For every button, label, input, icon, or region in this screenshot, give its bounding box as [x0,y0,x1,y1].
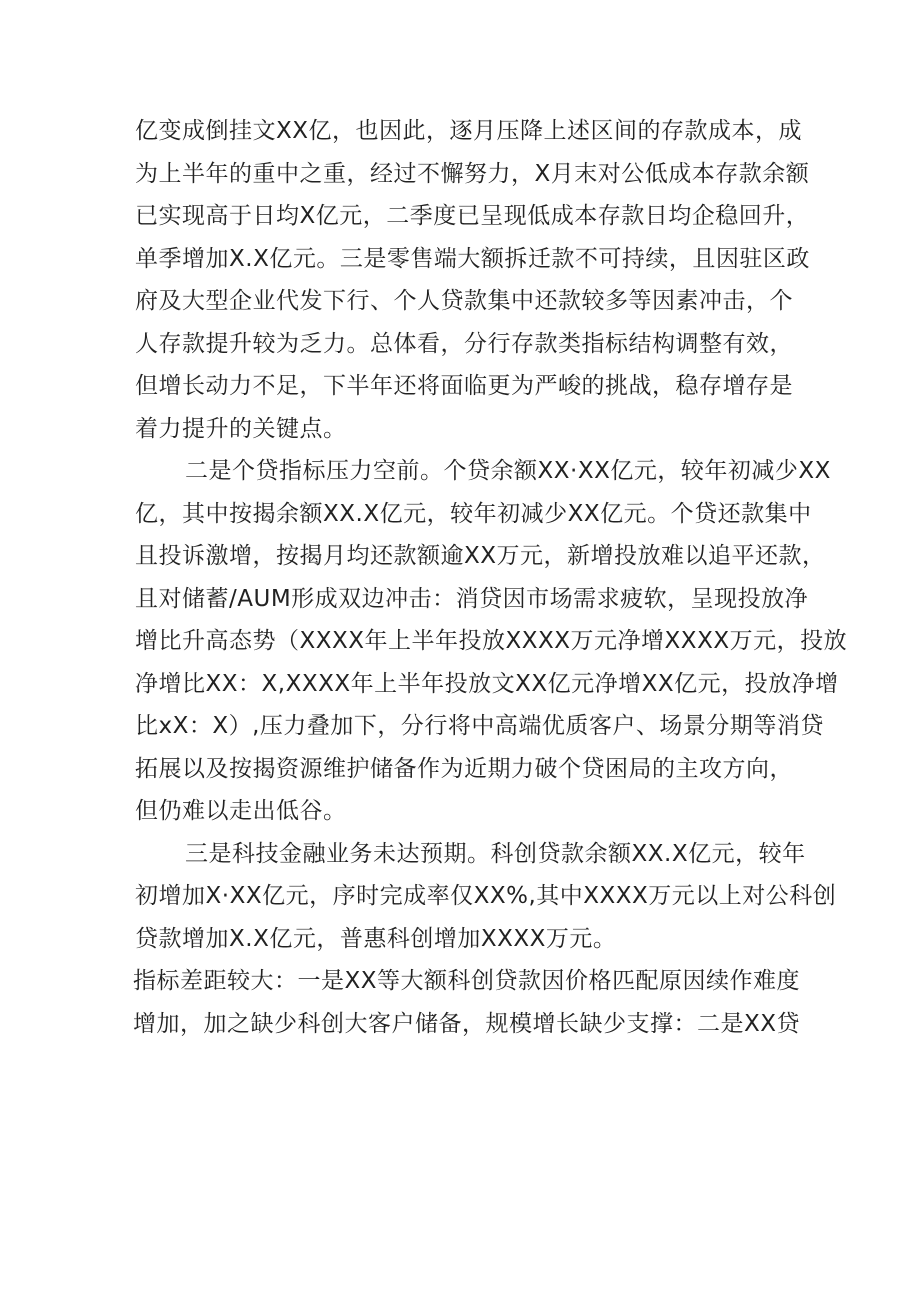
text-line: 且对储蓄/AUM形成双边冲击：消贷因市场需求疲软，呈现投放净 [135,585,809,612]
text-line: 净增比XX：X,XXXX年上半年投放文XX亿元净增XX亿元，投放净增 [135,670,839,697]
document-body [133,110,848,1045]
text-line: 着力提升的关键点。 [135,415,347,442]
text-line: 二是个贷指标压力空前。个贷余额XX·XX亿元，较年初减少XX [185,458,831,484]
text-line: 府及大型企业代发下行、个人贷款集中还款较多等因素冲击，个 [135,288,793,314]
text-line: 初增加X·XX亿元，序时完成率仅XX%,其中XXXX万元以上对公科创 [135,883,837,909]
text-line: 亿，其中按揭余额XX.X亿元，较年初减少XX亿元。个贷还款集中 [135,500,812,527]
text-line: 且投诉激增，按揭月均还款额逾XX万元，新增投放难以追平还款， [135,543,826,569]
text-line: 人存款提升较为乏力。总体看，分行存款类指标结构调整有效， [135,330,793,357]
text-line: 增比升高态势（XXXX年上半年投放XXXX万元净增XXXX万元，投放 [135,628,848,654]
text-line: 已实现高于日均X亿元，二季度已呈现低成本存款日均企稳回升， [135,203,810,229]
text-line: 拓展以及按揭资源维护储备作为近期力破个贷困局的主攻方向， [135,755,793,782]
paragraph-deposit-summary [135,110,810,450]
text-line: 但增长动力不足，下半年还将面临更为严峻的挑战，稳存增存是 [135,373,793,399]
text-line: 亿变成倒挂文XX亿，也因此，逐月压降上述区间的存款成本，成 [135,118,803,144]
paragraph-tech-finance [135,833,837,961]
paragraph-personal-loans [135,450,848,833]
text-line: 增加，加之缺少科创大客户储备，规模增长缺少支撑：二是XX贷 [133,1010,801,1037]
text-line: 但仍难以走出低谷。 [135,798,347,824]
text-line: 贷款增加X.X亿元，普惠科创增加XXXX万元。 [135,925,617,952]
text-line: 为上半年的重中之重，经过不懈努力，X月末对公低成本存款余额 [135,160,810,187]
text-line: 三是科技金融业务未达预期。科创贷款余额XX.X亿元，较年 [185,840,806,867]
text-line: 指标差距较大：一是XX等大额科创贷款因价格匹配原因续作难度 [133,968,801,994]
text-line: 比xX：X）,压力叠加下，分行将中高端优质客户、场景分期等消贷 [135,713,824,739]
text-line: 单季增加X.X亿元。三是零售端大额拆迁款不可持续，且因驻区政 [135,245,810,272]
paragraph-indicator-gap [135,960,800,1045]
